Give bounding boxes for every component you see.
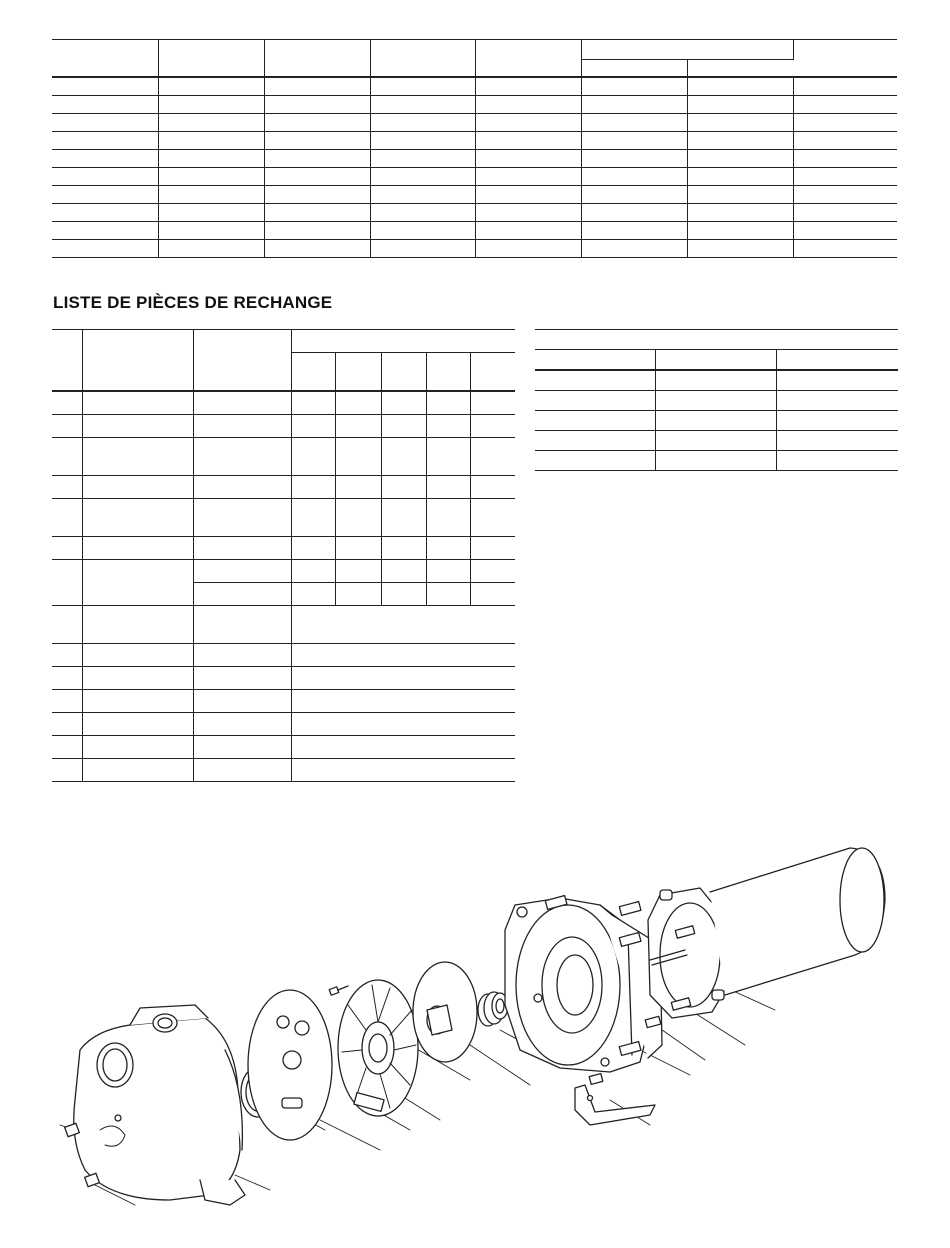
table-row <box>52 759 515 782</box>
table-row <box>52 222 897 240</box>
table-row <box>52 150 897 168</box>
header-cell <box>193 330 291 392</box>
table-row <box>52 499 515 537</box>
motor-body <box>710 848 885 995</box>
header-group-cell <box>291 330 515 353</box>
header-cell <box>52 330 82 392</box>
table-row <box>52 186 897 204</box>
header-cell <box>370 40 475 78</box>
shaft-seal <box>478 992 508 1026</box>
table-row <box>535 391 898 411</box>
seal-plate <box>248 990 332 1140</box>
diffuser <box>338 980 418 1116</box>
table-row <box>52 644 515 667</box>
table-row <box>52 606 515 644</box>
table-row <box>535 370 898 391</box>
table-row <box>535 431 898 451</box>
table-row <box>52 438 515 476</box>
table-row <box>52 204 897 222</box>
pump-exploded-diagram <box>0 820 950 1240</box>
table-row <box>52 476 515 499</box>
table-row <box>52 736 515 759</box>
parts-header-row <box>52 330 515 353</box>
subheader-cell <box>687 60 793 78</box>
performance-header-row <box>52 40 897 60</box>
table-row <box>52 168 897 186</box>
performance-table <box>52 39 897 258</box>
mounting-foot <box>575 1074 655 1125</box>
subheader-cell <box>581 60 687 78</box>
header-group-cell <box>581 40 793 60</box>
header-cell <box>52 40 158 78</box>
table-row <box>52 240 897 258</box>
table-row <box>52 132 897 150</box>
impeller <box>413 962 477 1062</box>
pump-casing <box>74 1005 245 1205</box>
section-title: LISTE DE PIÈCES DE RECHANGE <box>53 293 333 312</box>
parts-table <box>52 329 515 782</box>
table-row <box>52 77 897 96</box>
header-cell <box>475 40 581 78</box>
table-row <box>535 451 898 471</box>
table-row <box>52 391 515 415</box>
header-cell <box>158 40 264 78</box>
header-cell <box>264 40 370 78</box>
accessory-table <box>535 329 898 471</box>
table-row <box>52 667 515 690</box>
table-row <box>52 114 897 132</box>
accessory-title-row <box>535 330 898 350</box>
table-row <box>52 690 515 713</box>
header-cell <box>793 40 897 78</box>
diffuser-screw <box>329 986 348 995</box>
accessory-header-row <box>535 350 898 371</box>
header-cell <box>82 330 193 392</box>
table-row <box>52 415 515 438</box>
table-row <box>535 411 898 431</box>
table-row <box>52 560 515 583</box>
table-row <box>52 537 515 560</box>
table-row <box>52 713 515 736</box>
table-row <box>52 96 897 114</box>
